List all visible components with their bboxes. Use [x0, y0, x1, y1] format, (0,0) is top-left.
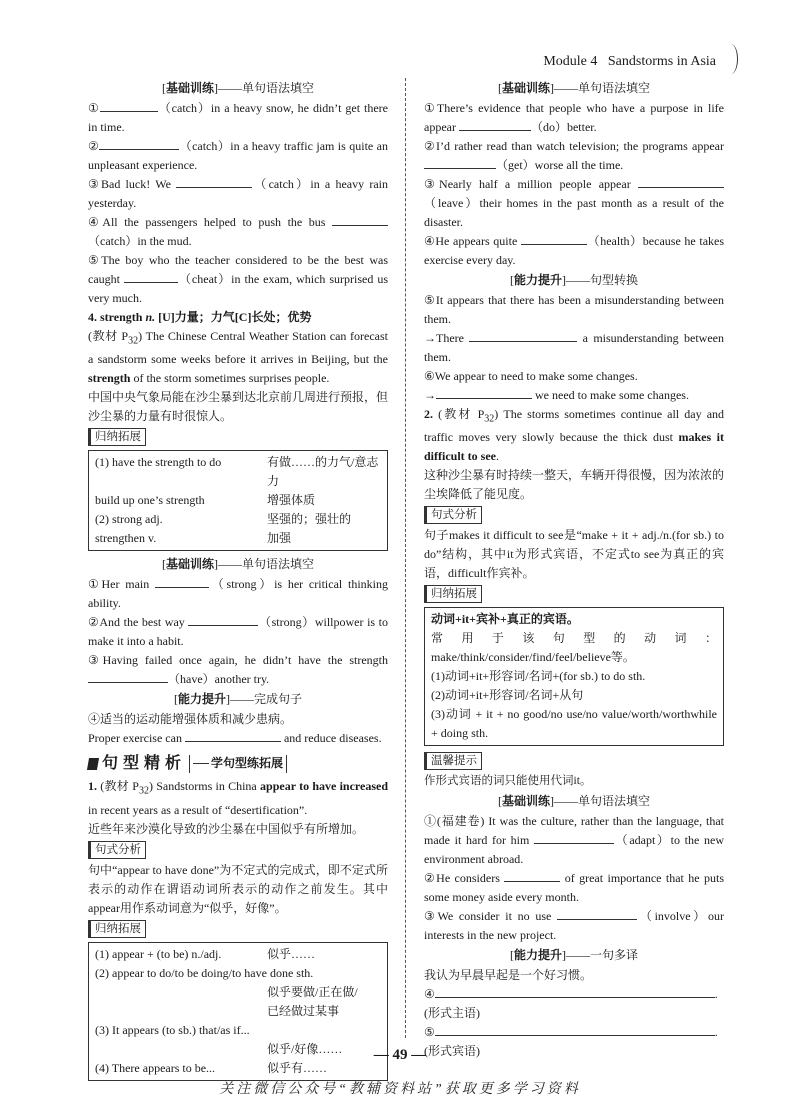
- blank[interactable]: [435, 1023, 715, 1036]
- exercise-c1-cn: ④适当的运动能增强体质和减少患病。: [88, 712, 293, 727]
- left-column: [88, 78, 388, 1085]
- analysis-2: 句子makes it difficult to see是“make + it + adj./n.(for sb.) to do”结构，其中it为形式宾语，不定式to see为真正的宾语，difficult作宾补。: [424, 528, 724, 581]
- exercise-q3: ③Bad luck! We （catch）in a heavy rain yesterday.: [88, 177, 389, 210]
- translation-note-4: (形式主语): [424, 1006, 480, 1021]
- column-divider: [405, 78, 406, 1038]
- tag-summary: 归纳拓展: [88, 920, 146, 938]
- section-subtitle: 学句型练拓展: [189, 755, 287, 773]
- module-title: Sandstorms in Asia: [607, 54, 716, 69]
- footer-note: 关注微信公众号“教辅资料站”获取更多学习资料: [219, 1082, 581, 1097]
- exercise-c1-en: Proper exercise can and reduce diseases.: [88, 731, 382, 746]
- box-line: (1)动词+it+形容词/名词+(for sb.) to do sth.: [431, 669, 646, 684]
- box-row: build up one’s strength 增强体质: [95, 493, 316, 508]
- exercise-s3: ③Having failed once again, he didn’t have the strength （have）another try.: [88, 653, 388, 687]
- subheading-ability: [能力提升]——完成句子: [173, 692, 303, 707]
- blank[interactable]: [521, 232, 587, 245]
- exercise-u1: ①(福建卷) It was the culture, rather than the language, that made it hard for him （adapt）to the new environment abroad.: [424, 814, 724, 867]
- box-row: (3) It appears (to sb.) that/as if...: [95, 1022, 250, 1037]
- box-row: (1) have the strength to do 有做……的力气/意志力: [95, 455, 379, 489]
- exercise-t2: ⑥We appear to need to make some changes.: [424, 369, 638, 383]
- pattern-item-1-translation: 近些年来沙漠化导致的沙尘暴在中国似乎有所增加。: [88, 821, 365, 836]
- blank[interactable]: [534, 831, 614, 844]
- box-row: (1) appear + (to be) n./adj. 似乎……: [95, 946, 316, 961]
- box-line: (3)动词 + it + no good/no use/no value/worth/worthwhile + doing sth.: [431, 707, 717, 741]
- blank[interactable]: [99, 137, 179, 150]
- section-heading: [88, 754, 388, 773]
- summary-box-make-it: [424, 607, 724, 746]
- box-line: 常用于该句型的动词：make/think/consider/find/feel/believe等。: [431, 631, 717, 665]
- exercise-u2: ②He considers of great importance that he puts some money aside every month.: [424, 871, 725, 905]
- translation-note-5: (形式宾语): [424, 1044, 480, 1059]
- right-column: [424, 78, 724, 1061]
- exercise-t1-answer: →There a misunderstanding between them.: [424, 331, 724, 364]
- vocab-item-4: 4. strength n. [U]力量；力气[C]长处；优势: [88, 310, 312, 324]
- exercise-q5: ⑤The boy who the teacher considered to be the best was caught （cheat）in the exam, which surprised us very much.: [88, 253, 388, 305]
- exercise-u3: ③We consider it no use （involve）our interests in the new project.: [424, 909, 725, 943]
- pattern-item-1: 1. (教材 $P_{32}$) Sandstorms in China appear to have increased in recent years as a result of “desertification”.: [88, 779, 389, 817]
- subheading-basic-training: [基础训练]——单句语法填空: [161, 557, 315, 572]
- blank[interactable]: [436, 386, 532, 399]
- blank[interactable]: [185, 729, 281, 742]
- translation-line-5: ⑤ .: [424, 1025, 718, 1040]
- blank[interactable]: [124, 270, 178, 283]
- tag-tip: 温馨提示: [424, 752, 482, 770]
- tag-analysis: 句式分析: [424, 506, 482, 524]
- box-line: (2)动词+it+形容词/名词+从句: [431, 688, 584, 703]
- box-row: strengthen v. 加强: [95, 531, 292, 546]
- module-label: Module 4: [543, 54, 598, 69]
- translation-line-4: ④ .: [424, 987, 718, 1002]
- exercise-t2-answer: → we need to make some changes.: [424, 388, 689, 402]
- pattern-item-2: 2. (教材 $P_{32}$) The storms sometimes continue all day and traffic moves very slowly because the thick dust makes it difficult to see.: [424, 407, 725, 464]
- tip-text: 作形式宾语的词只能使用代词it。: [424, 775, 592, 788]
- box-row: (4) There appears to be... 似乎有……: [95, 1060, 328, 1075]
- exercise-s2: ②And the best way （strong）willpower is to make it into a habit.: [88, 615, 389, 649]
- subheading-ability: [能力提升]——句型转换: [509, 273, 639, 287]
- blank[interactable]: [459, 118, 531, 131]
- box-row: 似乎/好像……: [267, 1041, 343, 1056]
- blank[interactable]: [88, 670, 168, 683]
- page-header: [543, 52, 716, 71]
- box-row: 已经做过某事: [267, 1003, 340, 1018]
- tag-summary: 归纳拓展: [424, 585, 482, 603]
- tag-analysis: 句式分析: [88, 841, 146, 859]
- blank[interactable]: [504, 869, 560, 882]
- blank[interactable]: [155, 575, 209, 588]
- subheading-basic-training: [基础训练]——单句语法填空: [497, 81, 651, 95]
- page-number: — 49 —: [373, 1047, 427, 1063]
- blank[interactable]: [638, 175, 724, 188]
- summary-box-strength: [88, 450, 388, 551]
- blank[interactable]: [435, 985, 715, 998]
- pattern-item-2-translation: 这种沙尘暴有时持续一整天，车辆开得很慢，因为浓浓的尘埃降低了能见度。: [424, 468, 725, 502]
- exercise-r3: ③Nearly half a million people appear （leave）their homes in the past month as a result of the disaster.: [424, 177, 724, 229]
- blank[interactable]: [469, 329, 577, 342]
- exercise-q2: ② （catch）in a heavy traffic jam is quite an unpleasant experience.: [88, 139, 388, 172]
- box-row: (2) strong adj. 坚强的；强壮的: [95, 512, 352, 527]
- analysis-1: 句中“appear to have done”为不定式的完成式，即不定式所表示的动作在谓语动词所表示的动作之前发生。其中appear用作系动词意为“似乎，好像”。: [88, 862, 388, 915]
- exercise-r1: ①There’s evidence that people who have a purpose in life appear （do）better.: [424, 101, 724, 134]
- exercise-q1: ① （catch）in a heavy snow, he didn’t get there in time.: [88, 101, 388, 134]
- blank[interactable]: [188, 613, 258, 626]
- exercise-r2: ②I’d rather read than watch television; the programs appear （get）worse all the time.: [424, 139, 724, 172]
- blank[interactable]: [100, 99, 158, 112]
- translation-prompt: 我认为早晨早起是一个好习惯。: [424, 968, 593, 983]
- subheading-ability: [能力提升]——一句多译: [509, 948, 639, 963]
- blank[interactable]: [176, 175, 252, 188]
- blank[interactable]: [332, 213, 388, 226]
- box-row: (2) appear to do/to be doing/to have done sth.: [95, 965, 314, 980]
- vocab-item-4-translation: 中国中央气象局能在沙尘暴到达北京前几周进行预报，但沙尘暴的力量有时很惊人。: [88, 390, 389, 424]
- tag-summary: 归纳拓展: [88, 428, 146, 446]
- blank[interactable]: [424, 156, 496, 169]
- box-row: 似乎要做/正在做/: [267, 984, 358, 999]
- exercise-r4: ④He appears quite （health）because he takes exercise every day.: [424, 234, 725, 267]
- vocab-item-4-example: (教材 $P_{32}$) The Chinese Central Weather Station can forecast a sandstorm some weeks before it arrives in Beijing, but the strength of the storm sometimes surprises people.: [88, 329, 389, 386]
- subheading-basic-training: [基础训练]——单句语法填空: [497, 794, 651, 809]
- exercise-s1: ①Her main （strong）is her critical thinking ability.: [88, 577, 388, 611]
- blank[interactable]: [557, 907, 637, 920]
- header-curve-decoration: [724, 44, 738, 74]
- section-title: 句型精析: [102, 755, 187, 773]
- exercise-t1: ⑤It appears that there has been a misunderstanding between them.: [424, 293, 724, 326]
- section-flag-icon: [87, 758, 99, 770]
- exercise-q4: ④All the passengers helped to push the bus （catch）in the mud.: [88, 213, 388, 251]
- subheading-basic-training: [基础训练]——单句语法填空: [161, 81, 315, 95]
- box-title: 动词+it+宾补+真正的宾语。: [431, 612, 579, 627]
